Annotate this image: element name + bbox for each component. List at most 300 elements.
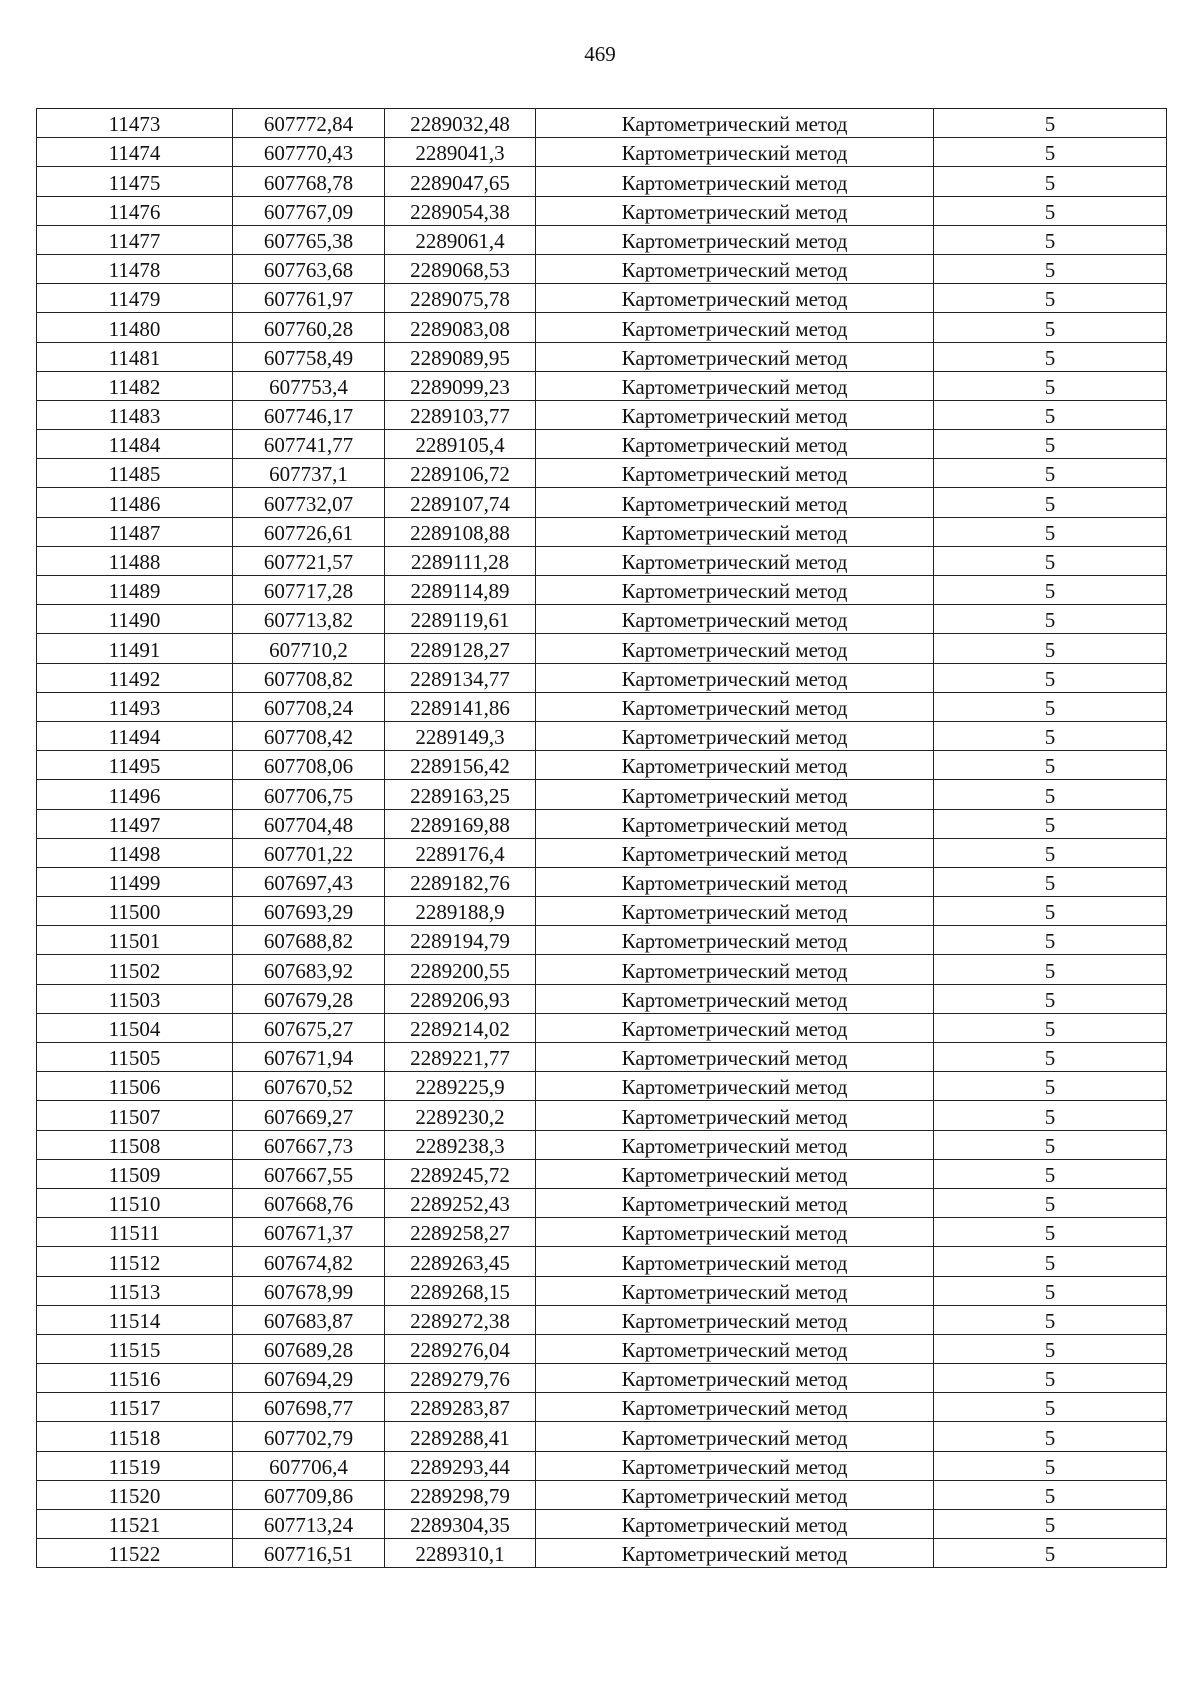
table-row (37, 721, 1167, 750)
point-number-cell: 11501 (37, 926, 233, 955)
x-coordinate-cell: 607706,75 (233, 780, 385, 809)
y-coordinate-cell: 2289298,79 (385, 1480, 536, 1509)
accuracy-cell: 5 (934, 254, 1167, 283)
y-coordinate-cell: 2289054,38 (385, 196, 536, 225)
accuracy-cell: 5 (934, 1451, 1167, 1480)
point-number-cell: 11508 (37, 1130, 233, 1159)
accuracy-cell: 5 (934, 138, 1167, 167)
point-number-cell: 11485 (37, 459, 233, 488)
y-coordinate-cell: 2289258,27 (385, 1218, 536, 1247)
x-coordinate-cell: 607694,29 (233, 1364, 385, 1393)
y-coordinate-cell: 2289108,88 (385, 517, 536, 546)
x-coordinate-cell: 607683,92 (233, 955, 385, 984)
point-number-cell: 11494 (37, 721, 233, 750)
method-cell: Картометрический метод (536, 692, 934, 721)
method-cell: Картометрический метод (536, 1247, 934, 1276)
accuracy-cell: 5 (934, 984, 1167, 1013)
method-cell: Картометрический метод (536, 1072, 934, 1101)
accuracy-cell: 5 (934, 721, 1167, 750)
accuracy-cell: 5 (934, 109, 1167, 138)
method-cell: Картометрический метод (536, 196, 934, 225)
method-cell: Картометрический метод (536, 1101, 934, 1130)
table-row (37, 1218, 1167, 1247)
method-cell: Картометрический метод (536, 1364, 934, 1393)
method-cell: Картометрический метод (536, 1188, 934, 1217)
table-row (37, 225, 1167, 254)
accuracy-cell: 5 (934, 488, 1167, 517)
accuracy-cell: 5 (934, 1305, 1167, 1334)
point-number-cell: 11481 (37, 342, 233, 371)
point-number-cell: 11517 (37, 1393, 233, 1422)
accuracy-cell: 5 (934, 371, 1167, 400)
x-coordinate-cell: 607760,28 (233, 313, 385, 342)
accuracy-cell: 5 (934, 1334, 1167, 1363)
method-cell: Картометрический метод (536, 1393, 934, 1422)
point-number-cell: 11482 (37, 371, 233, 400)
x-coordinate-cell: 607708,42 (233, 721, 385, 750)
y-coordinate-cell: 2289106,72 (385, 459, 536, 488)
accuracy-cell: 5 (934, 1480, 1167, 1509)
x-coordinate-cell: 607709,86 (233, 1480, 385, 1509)
method-cell: Картометрический метод (536, 109, 934, 138)
x-coordinate-cell: 607671,94 (233, 1043, 385, 1072)
method-cell: Картометрический метод (536, 605, 934, 634)
table-row (37, 1480, 1167, 1509)
y-coordinate-cell: 2289149,3 (385, 721, 536, 750)
point-number-cell: 11490 (37, 605, 233, 634)
method-cell: Картометрический метод (536, 721, 934, 750)
point-number-cell: 11489 (37, 576, 233, 605)
table-row (37, 1422, 1167, 1451)
x-coordinate-cell: 607716,51 (233, 1539, 385, 1568)
point-number-cell: 11483 (37, 400, 233, 429)
accuracy-cell: 5 (934, 1072, 1167, 1101)
accuracy-cell: 5 (934, 1043, 1167, 1072)
y-coordinate-cell: 2289107,74 (385, 488, 536, 517)
table-row (37, 1101, 1167, 1130)
table-row (37, 1334, 1167, 1363)
accuracy-cell: 5 (934, 751, 1167, 780)
table-row (37, 809, 1167, 838)
x-coordinate-cell: 607702,79 (233, 1422, 385, 1451)
point-number-cell: 11504 (37, 1013, 233, 1042)
x-coordinate-cell: 607753,4 (233, 371, 385, 400)
point-number-cell: 11505 (37, 1043, 233, 1072)
y-coordinate-cell: 2289111,28 (385, 546, 536, 575)
accuracy-cell: 5 (934, 1159, 1167, 1188)
x-coordinate-cell: 607726,61 (233, 517, 385, 546)
point-number-cell: 11500 (37, 897, 233, 926)
point-number-cell: 11495 (37, 751, 233, 780)
page-number: 469 (584, 42, 616, 66)
y-coordinate-cell: 2289083,08 (385, 313, 536, 342)
point-number-cell: 11510 (37, 1188, 233, 1217)
table-row (37, 1393, 1167, 1422)
table-row (37, 751, 1167, 780)
x-coordinate-cell: 607761,97 (233, 284, 385, 313)
table-row (37, 576, 1167, 605)
table-row (37, 1276, 1167, 1305)
method-cell: Картометрический метод (536, 634, 934, 663)
point-number-cell: 11480 (37, 313, 233, 342)
x-coordinate-cell: 607708,06 (233, 751, 385, 780)
x-coordinate-cell: 607697,43 (233, 867, 385, 896)
y-coordinate-cell: 2289238,3 (385, 1130, 536, 1159)
table-row (37, 430, 1167, 459)
table-row (37, 955, 1167, 984)
point-number-cell: 11477 (37, 225, 233, 254)
y-coordinate-cell: 2289141,86 (385, 692, 536, 721)
method-cell: Картометрический метод (536, 984, 934, 1013)
point-number-cell: 11521 (37, 1510, 233, 1539)
accuracy-cell: 5 (934, 196, 1167, 225)
x-coordinate-cell: 607701,22 (233, 838, 385, 867)
accuracy-cell: 5 (934, 867, 1167, 896)
method-cell: Картометрический метод (536, 780, 934, 809)
point-number-cell: 11478 (37, 254, 233, 283)
x-coordinate-cell: 607689,28 (233, 1334, 385, 1363)
accuracy-cell: 5 (934, 1247, 1167, 1276)
point-number-cell: 11502 (37, 955, 233, 984)
x-coordinate-cell: 607721,57 (233, 546, 385, 575)
x-coordinate-cell: 607758,49 (233, 342, 385, 371)
coordinates-table-body (37, 109, 1167, 1568)
method-cell: Картометрический метод (536, 371, 934, 400)
x-coordinate-cell: 607683,87 (233, 1305, 385, 1334)
method-cell: Картометрический метод (536, 488, 934, 517)
method-cell: Картометрический метод (536, 459, 934, 488)
table-row (37, 138, 1167, 167)
method-cell: Картометрический метод (536, 342, 934, 371)
point-number-cell: 11522 (37, 1539, 233, 1568)
table-row (37, 692, 1167, 721)
table-row (37, 838, 1167, 867)
accuracy-cell: 5 (934, 955, 1167, 984)
point-number-cell: 11509 (37, 1159, 233, 1188)
y-coordinate-cell: 2289276,04 (385, 1334, 536, 1363)
x-coordinate-cell: 607746,17 (233, 400, 385, 429)
table-row (37, 1130, 1167, 1159)
accuracy-cell: 5 (934, 1013, 1167, 1042)
point-number-cell: 11473 (37, 109, 233, 138)
y-coordinate-cell: 2289288,41 (385, 1422, 536, 1451)
table-row (37, 926, 1167, 955)
y-coordinate-cell: 2289169,88 (385, 809, 536, 838)
x-coordinate-cell: 607713,82 (233, 605, 385, 634)
table-row (37, 546, 1167, 575)
point-number-cell: 11497 (37, 809, 233, 838)
method-cell: Картометрический метод (536, 1013, 934, 1042)
accuracy-cell: 5 (934, 838, 1167, 867)
method-cell: Картометрический метод (536, 1043, 934, 1072)
table-row (37, 1451, 1167, 1480)
accuracy-cell: 5 (934, 400, 1167, 429)
method-cell: Картометрический метод (536, 1276, 934, 1305)
accuracy-cell: 5 (934, 546, 1167, 575)
point-number-cell: 11475 (37, 167, 233, 196)
method-cell: Картометрический метод (536, 751, 934, 780)
method-cell: Картометрический метод (536, 430, 934, 459)
point-number-cell: 11486 (37, 488, 233, 517)
y-coordinate-cell: 2289163,25 (385, 780, 536, 809)
table-row (37, 459, 1167, 488)
y-coordinate-cell: 2289089,95 (385, 342, 536, 371)
point-number-cell: 11493 (37, 692, 233, 721)
x-coordinate-cell: 607678,99 (233, 1276, 385, 1305)
point-number-cell: 11499 (37, 867, 233, 896)
coordinates-table (36, 108, 1167, 1568)
y-coordinate-cell: 2289032,48 (385, 109, 536, 138)
x-coordinate-cell: 607737,1 (233, 459, 385, 488)
table-row (37, 371, 1167, 400)
y-coordinate-cell: 2289225,9 (385, 1072, 536, 1101)
method-cell: Картометрический метод (536, 809, 934, 838)
point-number-cell: 11491 (37, 634, 233, 663)
method-cell: Картометрический метод (536, 1422, 934, 1451)
point-number-cell: 11484 (37, 430, 233, 459)
accuracy-cell: 5 (934, 284, 1167, 313)
point-number-cell: 11518 (37, 1422, 233, 1451)
accuracy-cell: 5 (934, 897, 1167, 926)
x-coordinate-cell: 607767,09 (233, 196, 385, 225)
y-coordinate-cell: 2289114,89 (385, 576, 536, 605)
y-coordinate-cell: 2289268,15 (385, 1276, 536, 1305)
table-row (37, 1510, 1167, 1539)
method-cell: Картометрический метод (536, 576, 934, 605)
x-coordinate-cell: 607770,43 (233, 138, 385, 167)
method-cell: Картометрический метод (536, 897, 934, 926)
y-coordinate-cell: 2289272,38 (385, 1305, 536, 1334)
y-coordinate-cell: 2289099,23 (385, 371, 536, 400)
method-cell: Картометрический метод (536, 1334, 934, 1363)
point-number-cell: 11512 (37, 1247, 233, 1276)
table-row (37, 196, 1167, 225)
table-row (37, 1188, 1167, 1217)
accuracy-cell: 5 (934, 459, 1167, 488)
accuracy-cell: 5 (934, 1364, 1167, 1393)
accuracy-cell: 5 (934, 1188, 1167, 1217)
point-number-cell: 11519 (37, 1451, 233, 1480)
accuracy-cell: 5 (934, 1393, 1167, 1422)
method-cell: Картометрический метод (536, 1130, 934, 1159)
method-cell: Картометрический метод (536, 546, 934, 575)
table-row (37, 1539, 1167, 1568)
y-coordinate-cell: 2289103,77 (385, 400, 536, 429)
point-number-cell: 11514 (37, 1305, 233, 1334)
x-coordinate-cell: 607713,24 (233, 1510, 385, 1539)
point-number-cell: 11498 (37, 838, 233, 867)
y-coordinate-cell: 2289214,02 (385, 1013, 536, 1042)
x-coordinate-cell: 607763,68 (233, 254, 385, 283)
y-coordinate-cell: 2289068,53 (385, 254, 536, 283)
x-coordinate-cell: 607732,07 (233, 488, 385, 517)
point-number-cell: 11488 (37, 546, 233, 575)
method-cell: Картометрический метод (536, 955, 934, 984)
y-coordinate-cell: 2289279,76 (385, 1364, 536, 1393)
point-number-cell: 11520 (37, 1480, 233, 1509)
point-number-cell: 11515 (37, 1334, 233, 1363)
y-coordinate-cell: 2289176,4 (385, 838, 536, 867)
point-number-cell: 11507 (37, 1101, 233, 1130)
y-coordinate-cell: 2289252,43 (385, 1188, 536, 1217)
table-row (37, 109, 1167, 138)
method-cell: Картометрический метод (536, 167, 934, 196)
method-cell: Картометрический метод (536, 1159, 934, 1188)
x-coordinate-cell: 607768,78 (233, 167, 385, 196)
point-number-cell: 11496 (37, 780, 233, 809)
table-row (37, 1159, 1167, 1188)
accuracy-cell: 5 (934, 634, 1167, 663)
accuracy-cell: 5 (934, 225, 1167, 254)
method-cell: Картометрический метод (536, 313, 934, 342)
accuracy-cell: 5 (934, 576, 1167, 605)
y-coordinate-cell: 2289200,55 (385, 955, 536, 984)
x-coordinate-cell: 607668,76 (233, 1188, 385, 1217)
accuracy-cell: 5 (934, 342, 1167, 371)
x-coordinate-cell: 607674,82 (233, 1247, 385, 1276)
accuracy-cell: 5 (934, 430, 1167, 459)
y-coordinate-cell: 2289304,35 (385, 1510, 536, 1539)
table-row (37, 780, 1167, 809)
table-row (37, 1364, 1167, 1393)
y-coordinate-cell: 2289047,65 (385, 167, 536, 196)
point-number-cell: 11503 (37, 984, 233, 1013)
table-row (37, 1305, 1167, 1334)
table-row (37, 400, 1167, 429)
x-coordinate-cell: 607741,77 (233, 430, 385, 459)
accuracy-cell: 5 (934, 167, 1167, 196)
method-cell: Картометрический метод (536, 1305, 934, 1334)
table-row (37, 167, 1167, 196)
accuracy-cell: 5 (934, 517, 1167, 546)
x-coordinate-cell: 607765,38 (233, 225, 385, 254)
method-cell: Картометрический метод (536, 1451, 934, 1480)
accuracy-cell: 5 (934, 926, 1167, 955)
table-row (37, 605, 1167, 634)
accuracy-cell: 5 (934, 1539, 1167, 1568)
x-coordinate-cell: 607669,27 (233, 1101, 385, 1130)
x-coordinate-cell: 607693,29 (233, 897, 385, 926)
method-cell: Картометрический метод (536, 284, 934, 313)
accuracy-cell: 5 (934, 1218, 1167, 1247)
x-coordinate-cell: 607706,4 (233, 1451, 385, 1480)
x-coordinate-cell: 607679,28 (233, 984, 385, 1013)
method-cell: Картометрический метод (536, 838, 934, 867)
x-coordinate-cell: 607710,2 (233, 634, 385, 663)
x-coordinate-cell: 607704,48 (233, 809, 385, 838)
table-row (37, 313, 1167, 342)
table-row (37, 634, 1167, 663)
y-coordinate-cell: 2289293,44 (385, 1451, 536, 1480)
x-coordinate-cell: 607671,37 (233, 1218, 385, 1247)
method-cell: Картометрический метод (536, 517, 934, 546)
method-cell: Картометрический метод (536, 225, 934, 254)
x-coordinate-cell: 607698,77 (233, 1393, 385, 1422)
method-cell: Картометрический метод (536, 1510, 934, 1539)
y-coordinate-cell: 2289230,2 (385, 1101, 536, 1130)
table-row (37, 867, 1167, 896)
accuracy-cell: 5 (934, 1101, 1167, 1130)
y-coordinate-cell: 2289182,76 (385, 867, 536, 896)
method-cell: Картометрический метод (536, 1480, 934, 1509)
y-coordinate-cell: 2289188,9 (385, 897, 536, 926)
x-coordinate-cell: 607708,82 (233, 663, 385, 692)
point-number-cell: 11511 (37, 1218, 233, 1247)
y-coordinate-cell: 2289206,93 (385, 984, 536, 1013)
y-coordinate-cell: 2289134,77 (385, 663, 536, 692)
method-cell: Картометрический метод (536, 663, 934, 692)
y-coordinate-cell: 2289105,4 (385, 430, 536, 459)
x-coordinate-cell: 607772,84 (233, 109, 385, 138)
x-coordinate-cell: 607667,73 (233, 1130, 385, 1159)
x-coordinate-cell: 607670,52 (233, 1072, 385, 1101)
table-row (37, 254, 1167, 283)
table-row (37, 663, 1167, 692)
y-coordinate-cell: 2289310,1 (385, 1539, 536, 1568)
y-coordinate-cell: 2289061,4 (385, 225, 536, 254)
point-number-cell: 11474 (37, 138, 233, 167)
table-row (37, 897, 1167, 926)
table-row (37, 517, 1167, 546)
accuracy-cell: 5 (934, 1510, 1167, 1539)
y-coordinate-cell: 2289194,79 (385, 926, 536, 955)
point-number-cell: 11476 (37, 196, 233, 225)
accuracy-cell: 5 (934, 692, 1167, 721)
method-cell: Картометрический метод (536, 138, 934, 167)
point-number-cell: 11513 (37, 1276, 233, 1305)
table-row (37, 984, 1167, 1013)
method-cell: Картометрический метод (536, 400, 934, 429)
x-coordinate-cell: 607675,27 (233, 1013, 385, 1042)
method-cell: Картометрический метод (536, 1218, 934, 1247)
y-coordinate-cell: 2289041,3 (385, 138, 536, 167)
method-cell: Картометрический метод (536, 254, 934, 283)
y-coordinate-cell: 2289283,87 (385, 1393, 536, 1422)
y-coordinate-cell: 2289245,72 (385, 1159, 536, 1188)
accuracy-cell: 5 (934, 780, 1167, 809)
accuracy-cell: 5 (934, 1130, 1167, 1159)
accuracy-cell: 5 (934, 605, 1167, 634)
x-coordinate-cell: 607667,55 (233, 1159, 385, 1188)
point-number-cell: 11487 (37, 517, 233, 546)
table-row (37, 342, 1167, 371)
method-cell: Картометрический метод (536, 1539, 934, 1568)
table-row (37, 1072, 1167, 1101)
table-row (37, 1247, 1167, 1276)
table-row (37, 488, 1167, 517)
accuracy-cell: 5 (934, 1422, 1167, 1451)
table-row (37, 284, 1167, 313)
method-cell: Картометрический метод (536, 867, 934, 896)
accuracy-cell: 5 (934, 313, 1167, 342)
accuracy-cell: 5 (934, 809, 1167, 838)
table-row (37, 1043, 1167, 1072)
x-coordinate-cell: 607688,82 (233, 926, 385, 955)
y-coordinate-cell: 2289263,45 (385, 1247, 536, 1276)
x-coordinate-cell: 607708,24 (233, 692, 385, 721)
method-cell: Картометрический метод (536, 926, 934, 955)
y-coordinate-cell: 2289119,61 (385, 605, 536, 634)
accuracy-cell: 5 (934, 663, 1167, 692)
table-row (37, 1013, 1167, 1042)
accuracy-cell: 5 (934, 1276, 1167, 1305)
point-number-cell: 11492 (37, 663, 233, 692)
x-coordinate-cell: 607717,28 (233, 576, 385, 605)
point-number-cell: 11516 (37, 1364, 233, 1393)
y-coordinate-cell: 2289128,27 (385, 634, 536, 663)
y-coordinate-cell: 2289156,42 (385, 751, 536, 780)
point-number-cell: 11479 (37, 284, 233, 313)
